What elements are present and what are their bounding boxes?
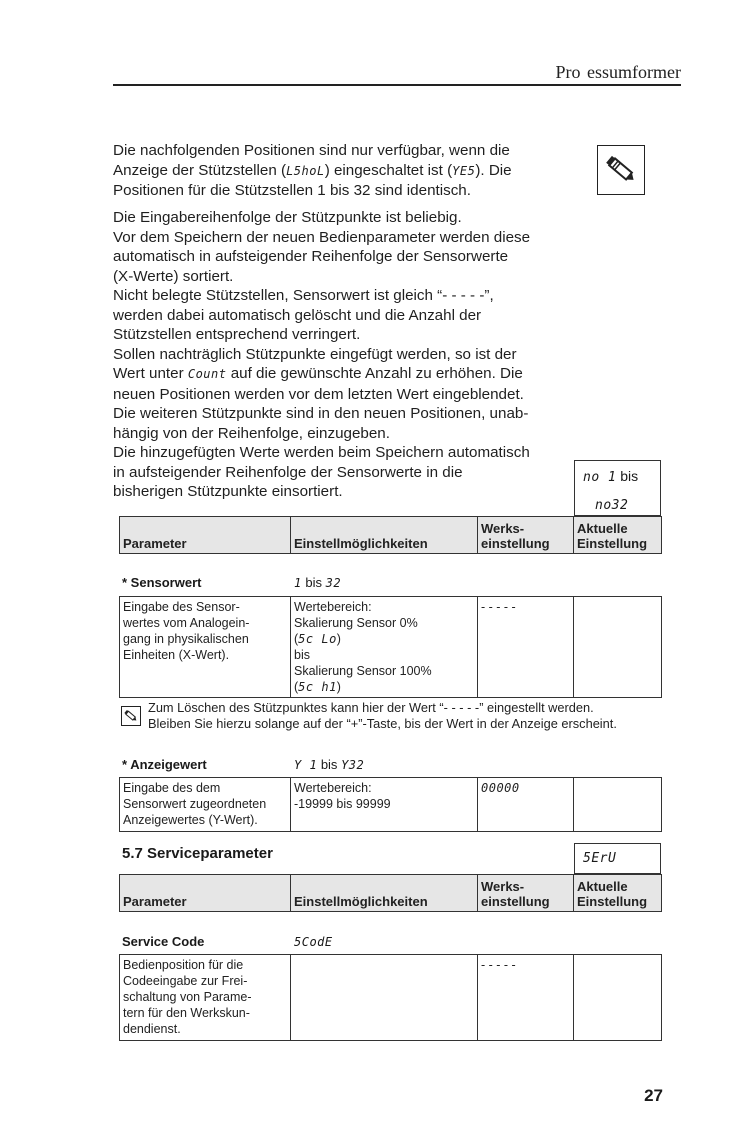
param-anzeigewert-range [294,757,364,772]
table-header-2 [119,874,662,912]
desc-line: Eingabe des Sensor- [123,600,240,614]
segment-1: 1 [294,576,302,590]
col-header-parameter: Parameter [120,875,291,912]
range-bis: bis [305,575,322,590]
sensorwert-description [120,597,291,698]
body-line: in aufsteigender Reihenfolge der Sensorwerte in die [113,463,463,481]
paren: ) [336,680,341,694]
sensorwert-current [574,597,662,698]
opt-line: Wertebereich: [294,781,372,795]
segment-y1: Y 1 [294,758,318,772]
anzeigewert-options [291,778,478,832]
current-label-1: Aktuelle [577,521,628,536]
opt-line: Skalierung Sensor 0% [294,616,418,630]
current-label-1: Aktuelle [577,879,628,894]
body-line: Stützstellen entsprechend verringert. [113,326,361,343]
body-line: Die Eingabereihenfolge der Stützpunkte ist beliebig. [113,209,462,226]
body-line: Nicht belegte Stützstellen, Sensorwert ist gleich “- - - - -”, [113,287,494,304]
desc-line: wertes vom Analogein- [123,616,250,630]
body-line: werden dabei automatisch gelöscht und die Anzahl der [113,306,482,324]
current-label-2: Einstellung [577,894,648,909]
body-text: auf die gewünschte Anzahl zu erhöhen. Die [226,365,523,382]
desc-line: gang in physikalischen [123,632,249,646]
col-header-current [574,875,662,912]
table-header-1 [119,516,662,554]
opt-line: -19999 bis 99999 [294,797,391,811]
table-anzeigewert [119,777,662,832]
desc-line: tern für den Werkskun- [123,1006,250,1020]
opt-line [294,679,474,695]
col-header-factory [478,517,574,554]
factory-label-2: einstellung [481,894,550,909]
segment-scode: 5CodE [294,935,333,949]
anzeigewert-description [120,778,291,832]
table-service-code [119,954,662,1041]
col-header-current [574,517,662,554]
note-line: Bleiben Sie hierzu solange auf der “+”-Taste, bis der Wert in der Anzeige erscheint. [148,716,617,731]
body-line [113,364,530,385]
segment-count: Count [187,367,227,381]
col-header-options: Einstellmöglichkeiten [291,875,478,912]
param-anzeigewert-name: * Anzeigewert [122,757,207,772]
paren: ( [294,632,299,646]
body-line: (X-Werte) sortiert. [113,267,234,285]
desc-line: dendienst. [123,1022,181,1036]
service-code-description [120,955,291,1041]
opt-line: bis [294,648,310,662]
page-header [113,62,681,86]
body-line: automatisch in aufsteigender Reihenfolge der Sensorwerte [113,248,509,265]
delete-note [148,700,617,732]
intro-line: Positionen für die Stützstellen 1 bis 32 sind identisch. [113,182,471,199]
display-no-bottom [595,496,628,513]
segment-y32: Y32 [341,758,365,772]
anzeigewert-current [574,778,662,832]
segment-no1: no 1 [583,470,617,485]
intro-text: Anzeige der Stützstellen ( [113,161,287,179]
segment-schi: 5c h1 [298,680,337,694]
body-line: Sollen nachträglich Stützpunkte eingefügt werden, so ist der [113,345,517,363]
segment-32: 32 [325,576,342,590]
segment-00000: 00000 [481,781,520,795]
intro-line: Die nachfolgenden Positionen sind nur verfügbar, wenn die [113,142,510,159]
opt-line [294,631,474,647]
opt-line: Wertebereich: [294,600,372,614]
segment-no32: no32 [595,498,629,513]
param-service-code-name: Service Code [122,934,205,949]
body-paragraph [113,208,530,502]
note-line: Zum Löschen des Stützpunktes kann hier der Wert “- - - - -” eingestellt werden. [148,700,594,715]
anzeigewert-factory [478,778,574,832]
display-bis-text: bis [620,468,639,484]
col-header-parameter: Parameter [120,517,291,554]
body-line: Vor dem Speichern der neuen Bedienparameter werden diese [113,228,531,246]
page-number: 27 [644,1086,663,1105]
body-line: Die weiteren Stützpunkte sind in den neuen Positionen, unab- [113,405,529,422]
section-title-serviceparameter: 5.7 Serviceparameter [122,845,273,862]
sensorwert-options [291,597,478,698]
desc-line: schaltung von Parame- [123,990,252,1004]
desc-line: Codeeingabe zur Frei- [123,974,248,988]
intro-text: ). Die [475,161,512,179]
param-sensorwert-range [294,575,341,590]
segment-sclo: 5c Lo [298,632,337,646]
body-line: bisherigen Stützpunkte einsortiert. [113,483,343,500]
col-header-factory [478,875,574,912]
display-service-box [574,843,661,874]
note-small-pencil-icon [121,706,141,726]
paren: ( [294,680,299,694]
service-code-factory: - - - - - [478,955,574,1041]
body-text: Wert unter [113,365,188,382]
service-code-options [291,955,478,1041]
intro-paragraph [113,141,512,201]
desc-line: Einheiten (X-Wert). [123,648,230,662]
desc-line: Eingabe des dem [123,781,221,795]
desc-line: Bedienposition für die [123,958,244,972]
header-title: Pro essumformer [555,62,681,82]
note-pencil-icon [597,145,645,195]
current-label-2: Einstellung [577,536,648,551]
segment-yes: YE5 [452,163,476,178]
segment-seru: 5ErU [583,851,617,866]
segment-lshol: L5hoL [286,163,325,178]
intro-text: ) eingeschaltet ist ( [324,161,453,179]
factory-label-2: einstellung [481,536,550,551]
table-sensorwert [119,596,662,698]
sensorwert-factory: - - - - - [478,597,574,698]
col-header-options: Einstellmöglichkeiten [291,517,478,554]
service-code-current [574,955,662,1041]
range-bis: bis [320,757,338,772]
body-line: neuen Positionen werden vor dem letzten Wert eingeblendet. [113,385,524,403]
display-no-top [583,468,638,485]
display-no-box [574,460,661,516]
opt-line: Skalierung Sensor 100% [294,664,432,678]
body-line: Die hinzugefügten Werte werden beim Speichern automatisch [113,444,530,461]
desc-line: Anzeigewertes (Y-Wert). [123,813,258,827]
body-line: hängig von der Reihenfolge, einzugeben. [113,424,390,442]
factory-label-1: Werks- [481,521,525,536]
param-sensorwert-name: * Sensorwert [122,575,202,590]
intro-line [113,161,512,182]
param-service-code-range [294,934,333,949]
factory-label-1: Werks- [481,879,525,894]
desc-line: Sensorwert zugeordneten [123,797,267,811]
paren: ) [336,632,341,646]
